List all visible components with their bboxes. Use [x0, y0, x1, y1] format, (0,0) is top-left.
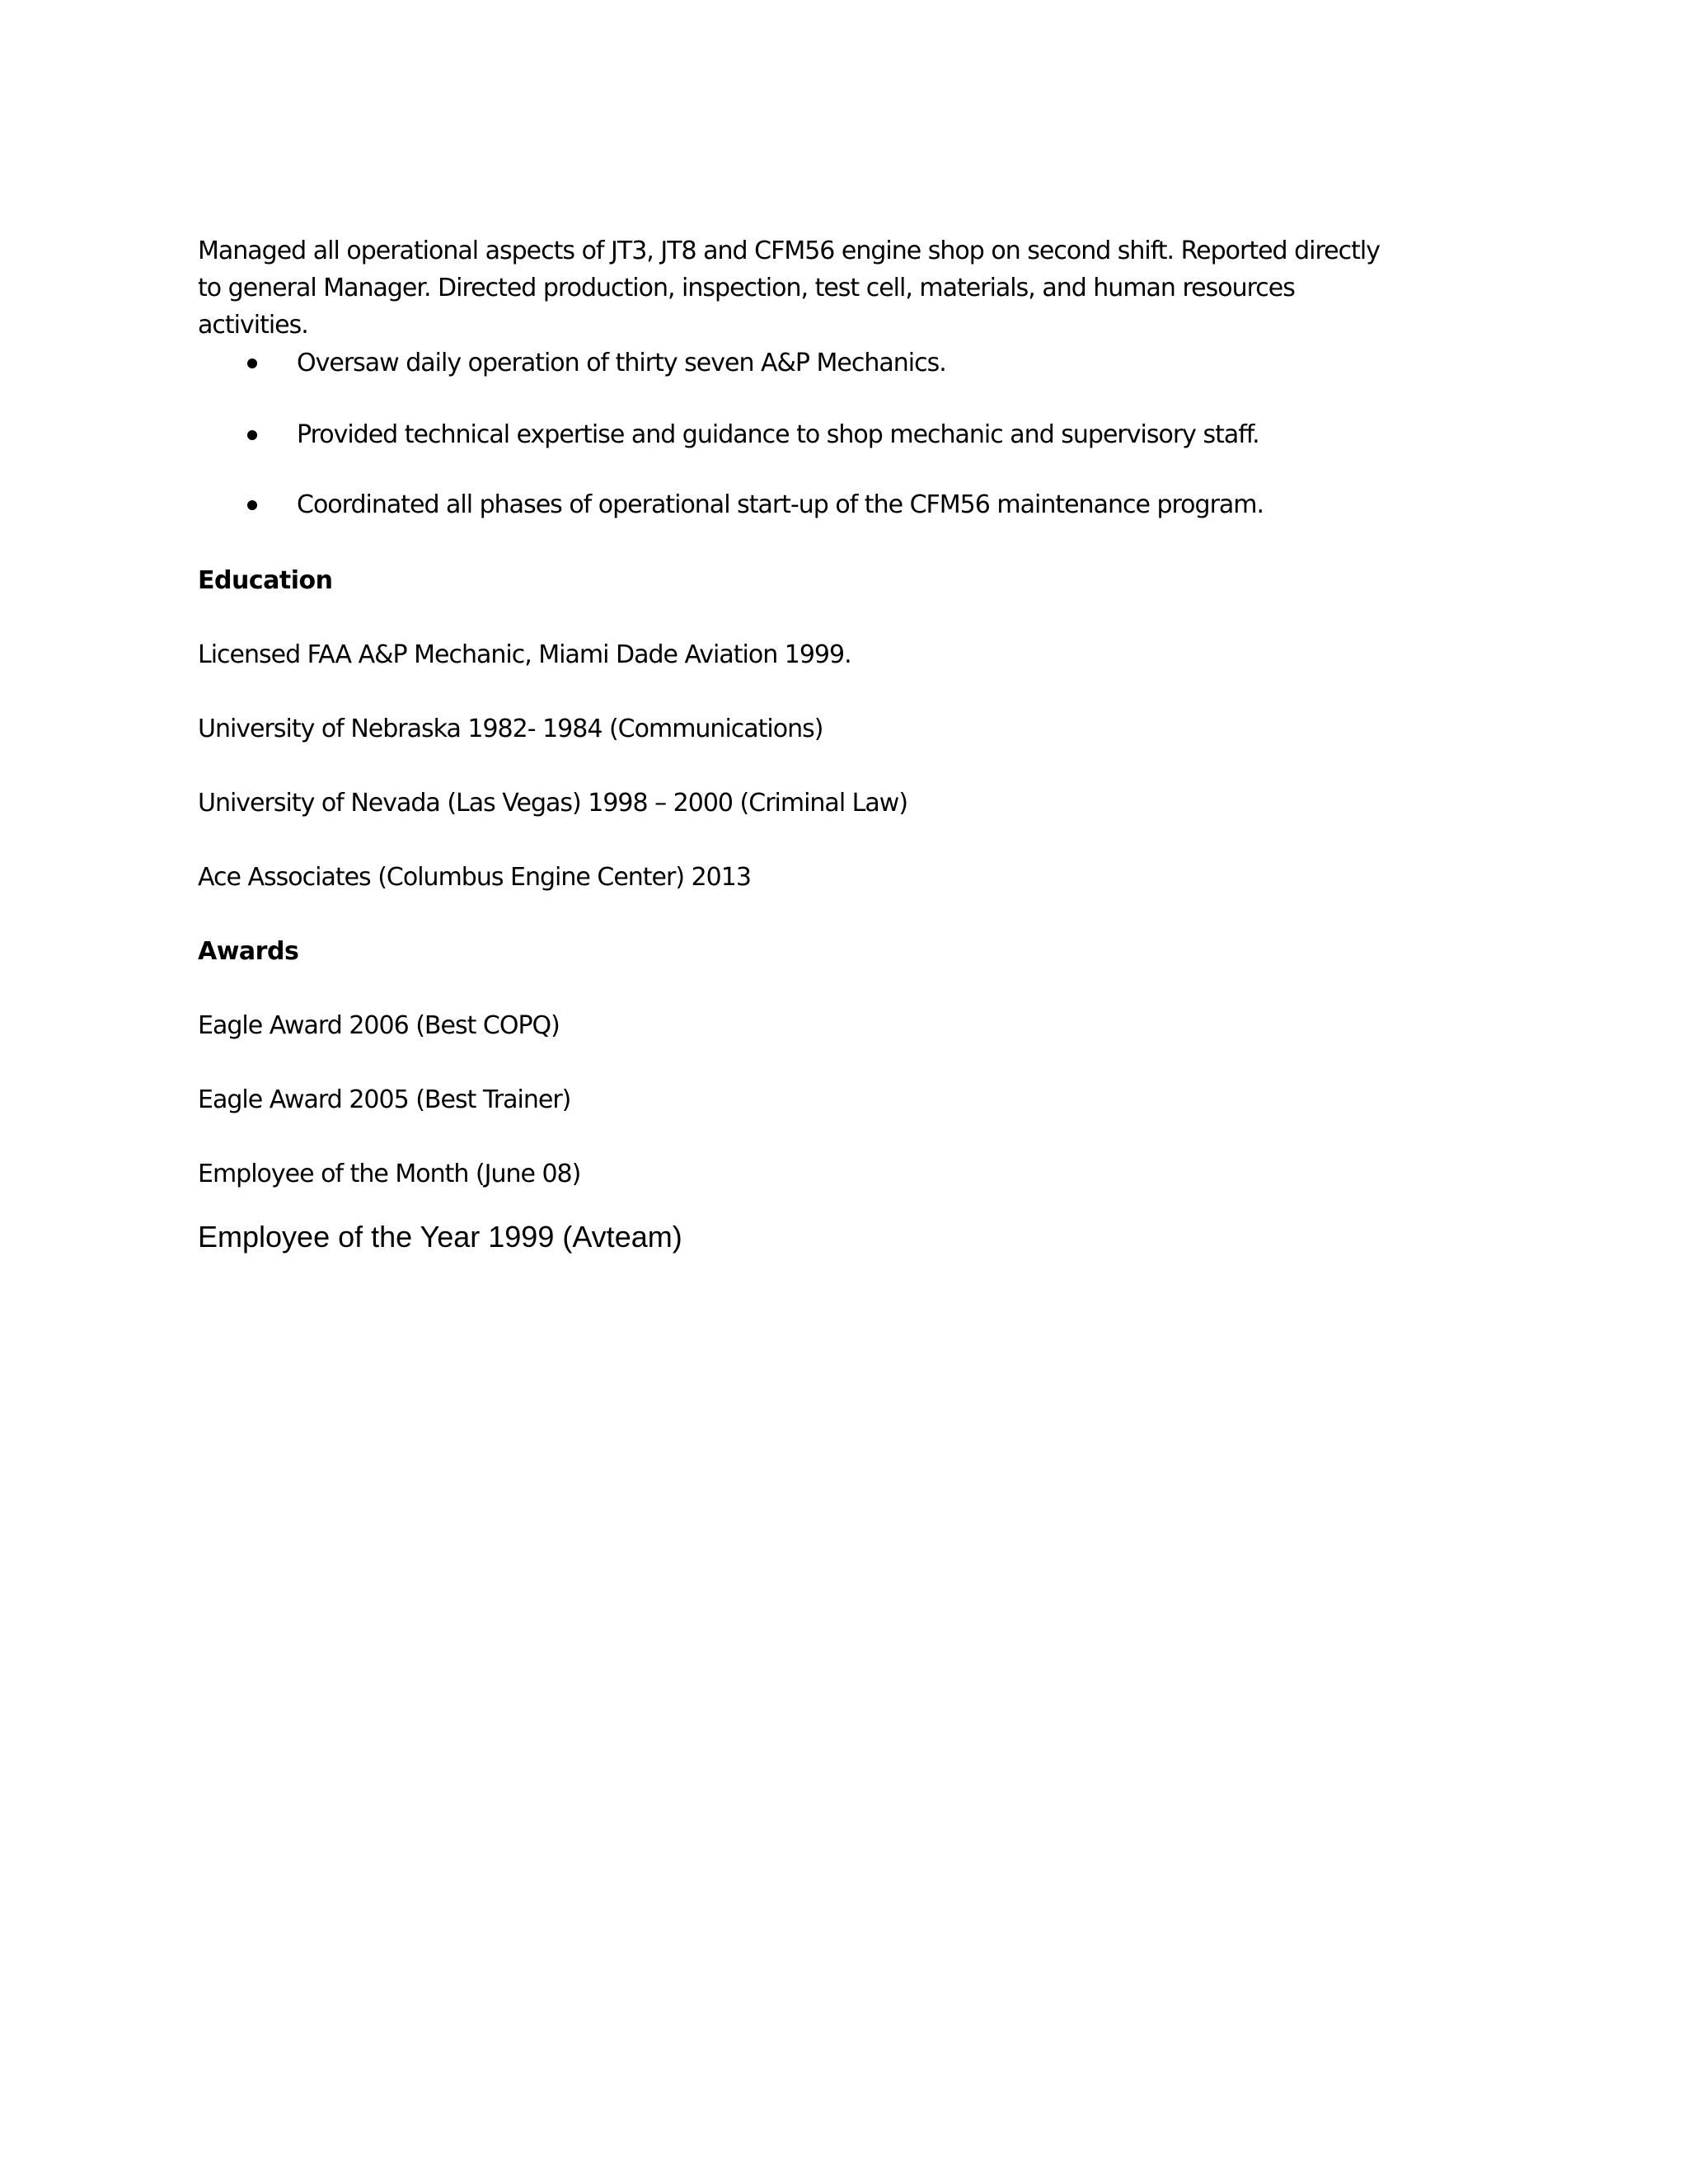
intro-line: activities.	[198, 311, 308, 340]
award-item: Eagle Award 2006 (Best COPQ)	[198, 1011, 560, 1040]
bullet-dot-icon	[247, 359, 257, 368]
awards-heading: Awards	[198, 937, 299, 966]
bullet-text: Coordinated all phases of operational start-up of the CFM56 maintenance program.	[297, 490, 1264, 519]
education-item: Ace Associates (Columbus Engine Center) 2013	[198, 863, 751, 892]
education-heading: Education	[198, 566, 333, 595]
intro-paragraph	[198, 232, 1484, 344]
award-item: Employee of the Year 1999 (Avteam)	[198, 1220, 682, 1254]
education-item: Licensed FAA A&P Mechanic, Miami Dade Aviation 1999.	[198, 640, 851, 669]
award-item: Eagle Award 2005 (Best Trainer)	[198, 1085, 571, 1114]
bullet-dot-icon	[247, 430, 257, 440]
bullet-dot-icon	[247, 500, 257, 510]
bullet-text: Provided technical expertise and guidance to shop mechanic and supervisory staff.	[297, 420, 1259, 449]
intro-line: Managed all operational aspects of JT3, JT8 and CFM56 engine shop on second shift. Reported directly	[198, 237, 1380, 265]
award-item: Employee of the Month (June 08)	[198, 1160, 581, 1188]
education-item: University of Nebraska 1982- 1984 (Communications)	[198, 715, 823, 743]
bullet-text: Oversaw daily operation of thirty seven A&P Mechanics.	[297, 349, 946, 377]
intro-line: to general Manager. Directed production, inspection, test cell, materials, and human resources	[198, 274, 1295, 302]
education-item: University of Nevada (Las Vegas) 1998 – 2000 (Criminal Law)	[198, 789, 908, 818]
